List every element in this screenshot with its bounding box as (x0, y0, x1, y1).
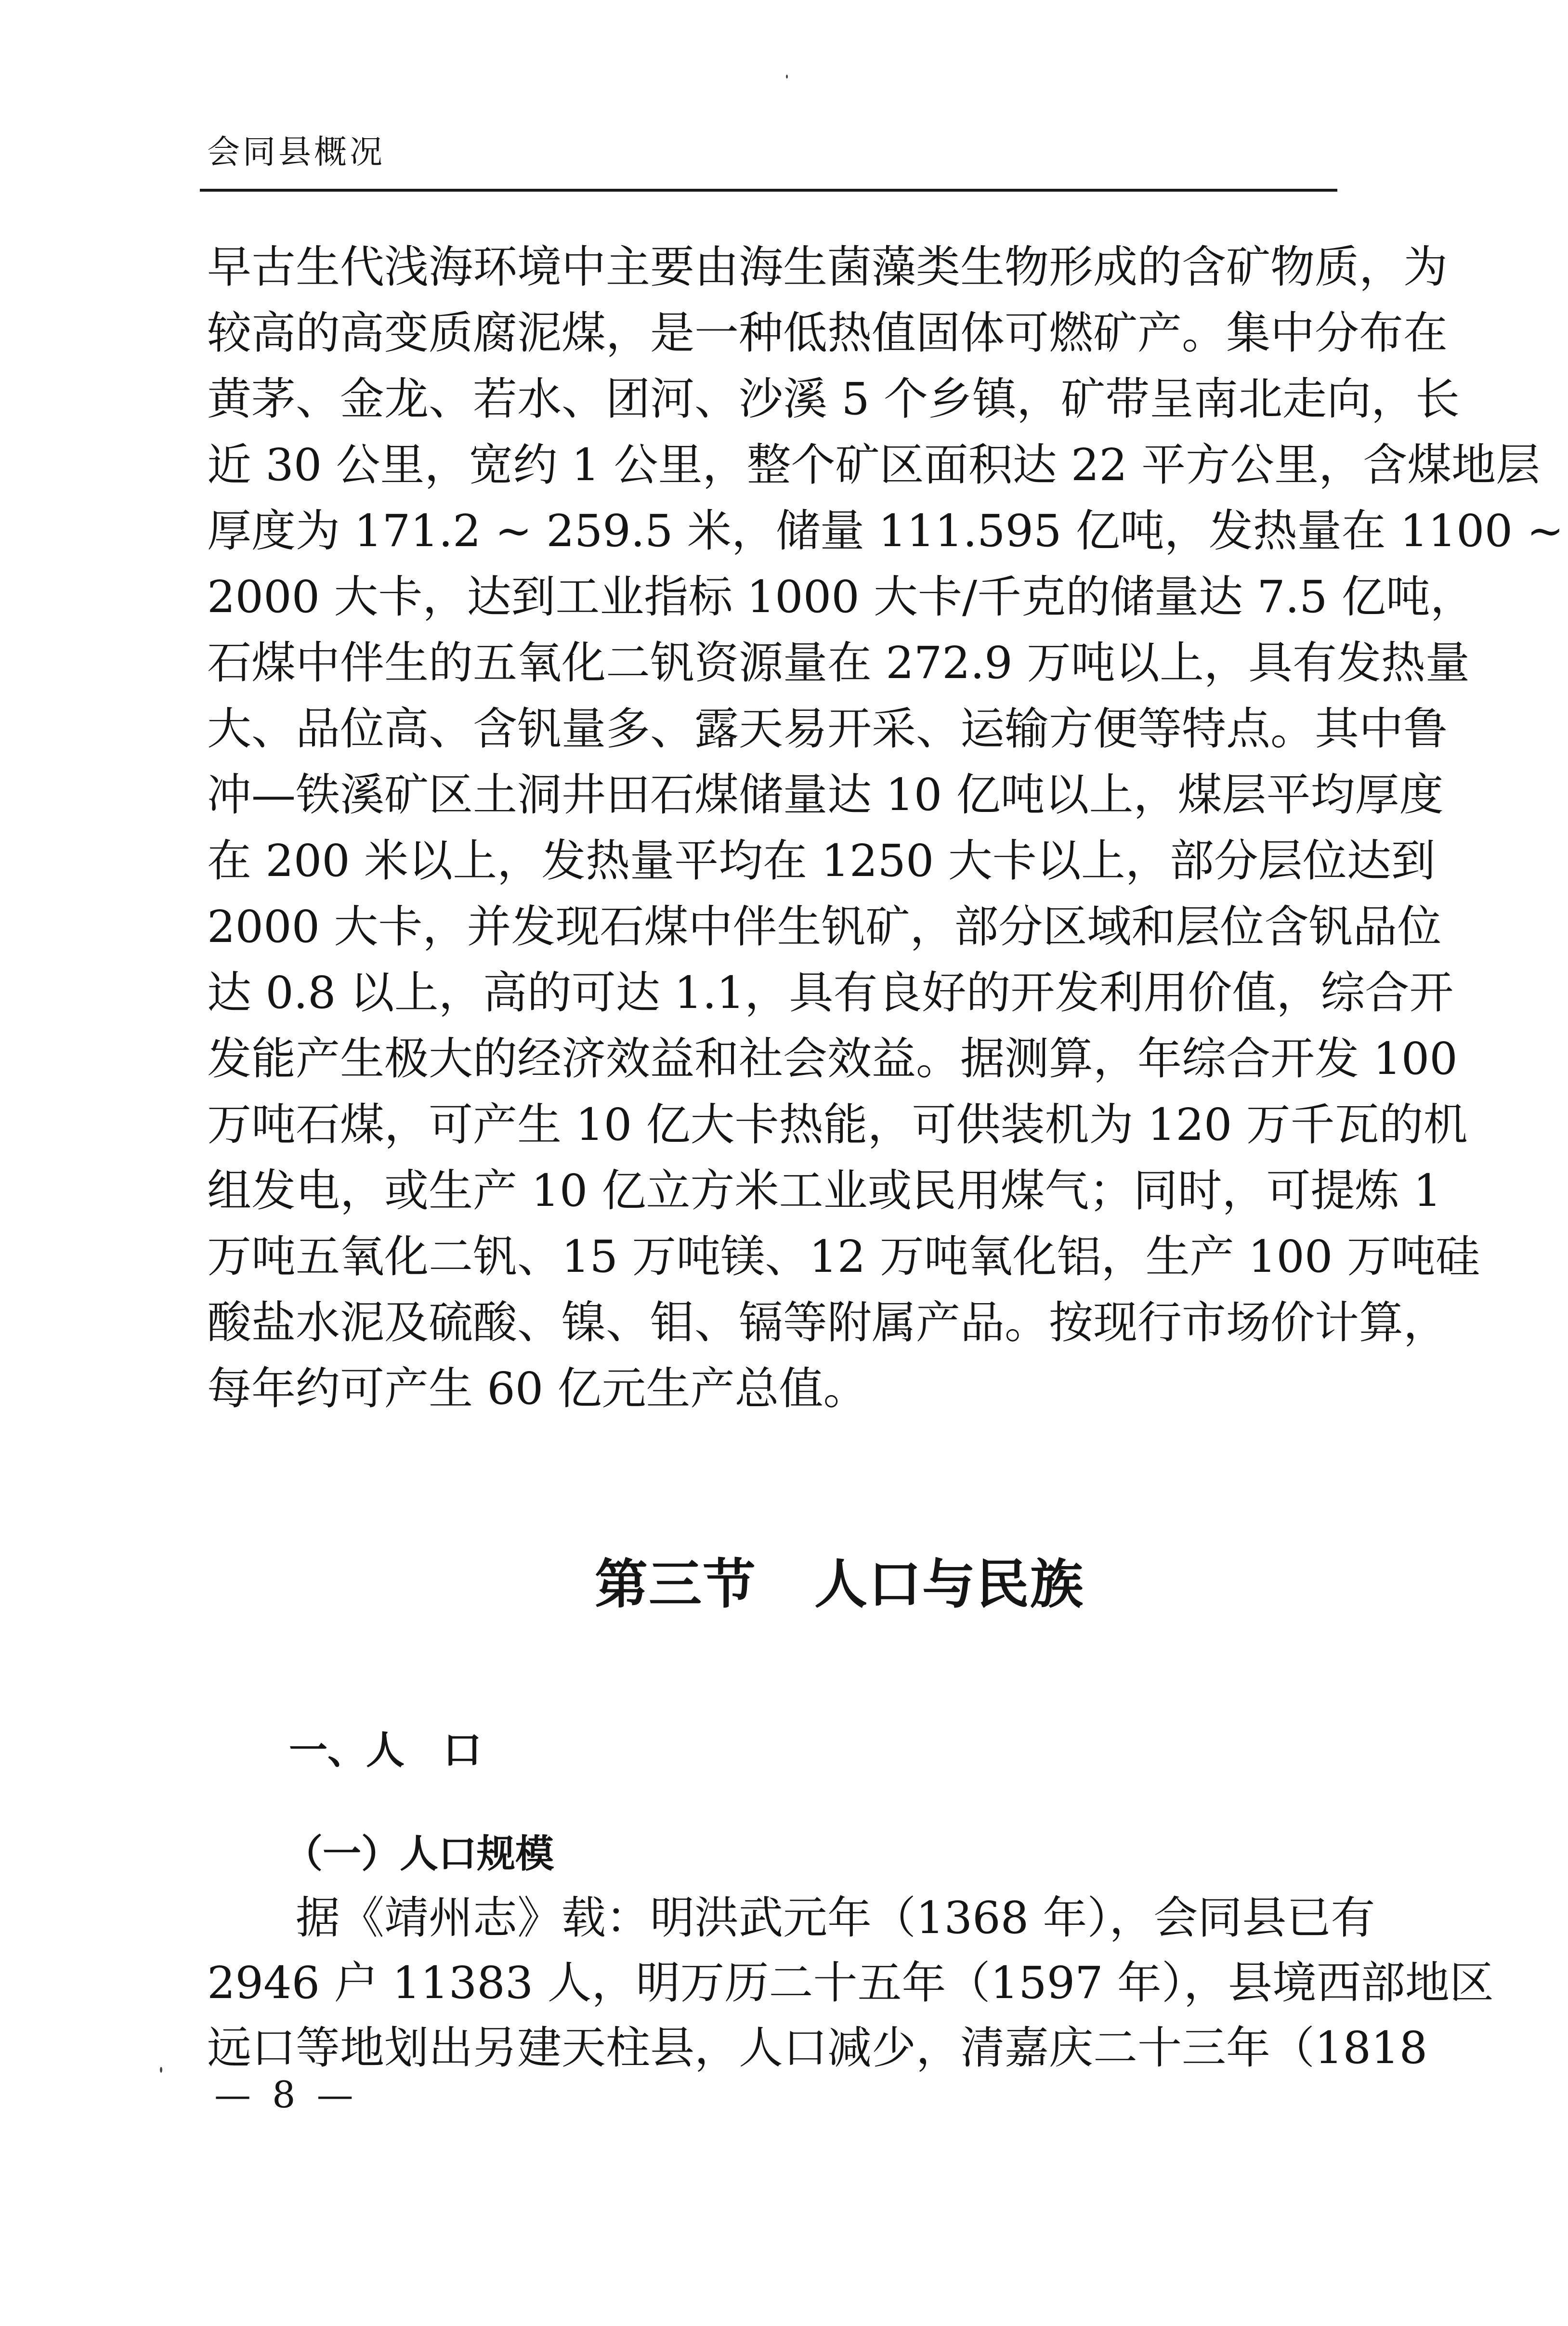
text-line: 较高的高变质腐泥煤，是一种低热值固体可燃矿产。集中分布在 (207, 307, 1448, 359)
section-number: 第三节 (595, 1554, 757, 1615)
section-title: 人口与民族 (814, 1554, 1084, 1615)
text-line: 大、品位高、含钒量多、露天易开采、运输方便等特点。其中鲁 (207, 703, 1448, 755)
text-line: 酸盐水泥及硫酸、镍、钼、镉等附属产品。按现行市场价计算， (207, 1297, 1448, 1348)
text-line: 2000 大卡，并发现石煤中伴生钒矿，部分区域和层位含钒品位 (207, 901, 1442, 953)
text-line: 2000 大卡，达到工业指标 1000 大卡/千克的储量达 7.5 亿吨， (207, 571, 1475, 623)
text-line: 厚度为 171.2 ~ 259.5 米，储量 111.595 亿吨，发热量在 1100 ~ (207, 505, 1564, 557)
scan-speck (160, 2067, 162, 2073)
header-rule (200, 189, 1337, 192)
text-line: 远口等地划出另建天柱县，人口减少，清嘉庆二十三年（1818 (207, 2022, 1428, 2074)
text-line: 近 30 公里，宽约 1 公里，整个矿区面积达 22 平方公里，含煤地层 (207, 439, 1541, 491)
text-line: 冲—铁溪矿区土洞井田石煤储量达 10 亿吨以上，煤层平均厚度 (207, 769, 1444, 821)
text-line: 据《靖州志》载：明洪武元年（1368 年），会同县已有 (207, 1892, 1375, 1944)
text-line: 万吨五氧化二钒、15 万吨镁、12 万吨氧化铝，生产 100 万吨硅 (207, 1231, 1480, 1282)
text-line: 石煤中伴生的五氧化二钒资源量在 272.9 万吨以上，具有发热量 (207, 637, 1470, 689)
text-line: 2946 户 11383 人，明万历二十五年（1597 年），县境西部地区 (207, 1957, 1494, 2009)
text-line: 万吨石煤，可产生 10 亿大卡热能，可供装机为 120 万千瓦的机 (207, 1099, 1468, 1150)
text-line: 达 0.8 以上，高的可达 1.1，具有良好的开发利用价值，综合开 (207, 967, 1454, 1019)
section-heading (0, 1551, 1568, 1618)
subheading-population-scale: （一）人口规模 (284, 1831, 554, 1876)
subheading-population: 一、人 口 (289, 1728, 482, 1773)
text-line: 组发电，或生产 10 亿立方米工业或民用煤气；同时，可提炼 1 (207, 1165, 1442, 1216)
text-line: 发能产生极大的经济效益和社会效益。据测算，年综合开发 100 (207, 1033, 1458, 1085)
text-line: 早古生代浅海环境中主要由海生菌藻类生物形成的含矿物质，为 (207, 241, 1448, 293)
running-head: 会同县概况 (207, 133, 386, 171)
scan-speck (786, 75, 788, 78)
text-line: 每年约可产生 60 亿元生产总值。 (207, 1363, 868, 1414)
text-line: 在 200 米以上，发热量平均在 1250 大卡以上，部分层位达到 (207, 835, 1436, 887)
text-line: 黄茅、金龙、若水、团河、沙溪 5 个乡镇，矿带呈南北走向，长 (207, 373, 1460, 425)
page-number: — 8 — (214, 2073, 358, 2116)
